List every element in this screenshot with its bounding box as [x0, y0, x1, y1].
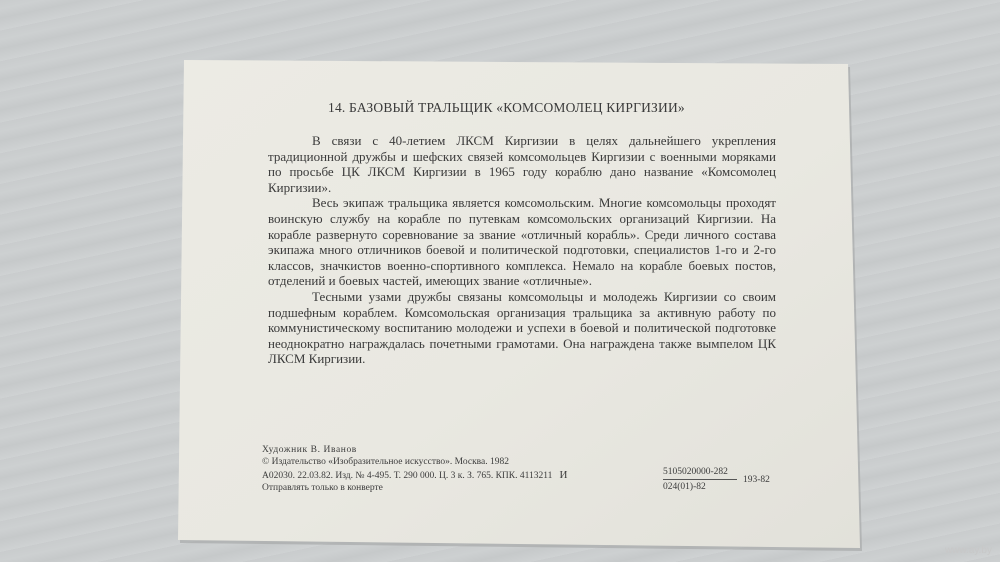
print-info: А02030. 22.03.82. Изд. № 4-495. Т. 290 000. Ц. 3 к. З. 765. КПК. 4113211 И [262, 468, 568, 481]
body-paragraph: В связи с 40-летием ЛКСМ Киргизии в целях дальнейшего укрепления традиционной дружбы и шефских связей комсомольцев Киргизии с военными моряками по просьбе ЦК ЛКСМ Киргизии в 1965 году кораблю дано название «Комсомолец Киргизии». [268, 133, 776, 195]
imprint-block [262, 444, 567, 495]
envelope-note: Отправлять только в конверте [262, 483, 383, 494]
code-suffix: 193-82 [743, 475, 770, 485]
publisher-credit: © Издательство «Изобразительное искусство». Москва. 1982 [262, 457, 510, 468]
letter-mark: И [559, 468, 568, 481]
body-paragraph: Тесными узами дружбы связаны комсомольцы и молодежь Киргизии со своим подшефным кораблем. Комсомольская организация тральщика за активную работу по коммунистическому воспитанию молодежи и успехи в боевой и политической подготовке неоднократно награждалась почетными грамотами. Она награждена также вымпелом ЦК ЛКСМ Киргизии. [268, 288, 776, 367]
code-denominator: 024(01)-82 [663, 482, 706, 492]
card-title: 14. БАЗОВЫЙ ТРАЛЬЩИК «КОМСОМОЛЕЦ КИРГИЗИИ» [328, 100, 685, 115]
fraction-line [663, 479, 737, 480]
body-paragraph: Весь экипаж тральщика является комсомольским. Многие комсомольцы проходят воинскую службу на корабле по путевкам комсомольских организаций Киргизии. На корабле развернуто соревнование за звание «отличный корабль». Среди личного состава экипажа много отличников боевой и политической подготовки, специалистов 1-го и 2-го классов, значкистов военно-спортивного комплекса. Немало на корабле боевых постов, отделений и боевых частей, имеющих звание «отличные». [268, 195, 776, 289]
artist-credit: Художник В. Иванов [262, 445, 357, 455]
watermark: www.ay.by [944, 545, 992, 556]
code-numerator: 5105020000-282 [663, 467, 728, 477]
card-body [268, 133, 776, 367]
